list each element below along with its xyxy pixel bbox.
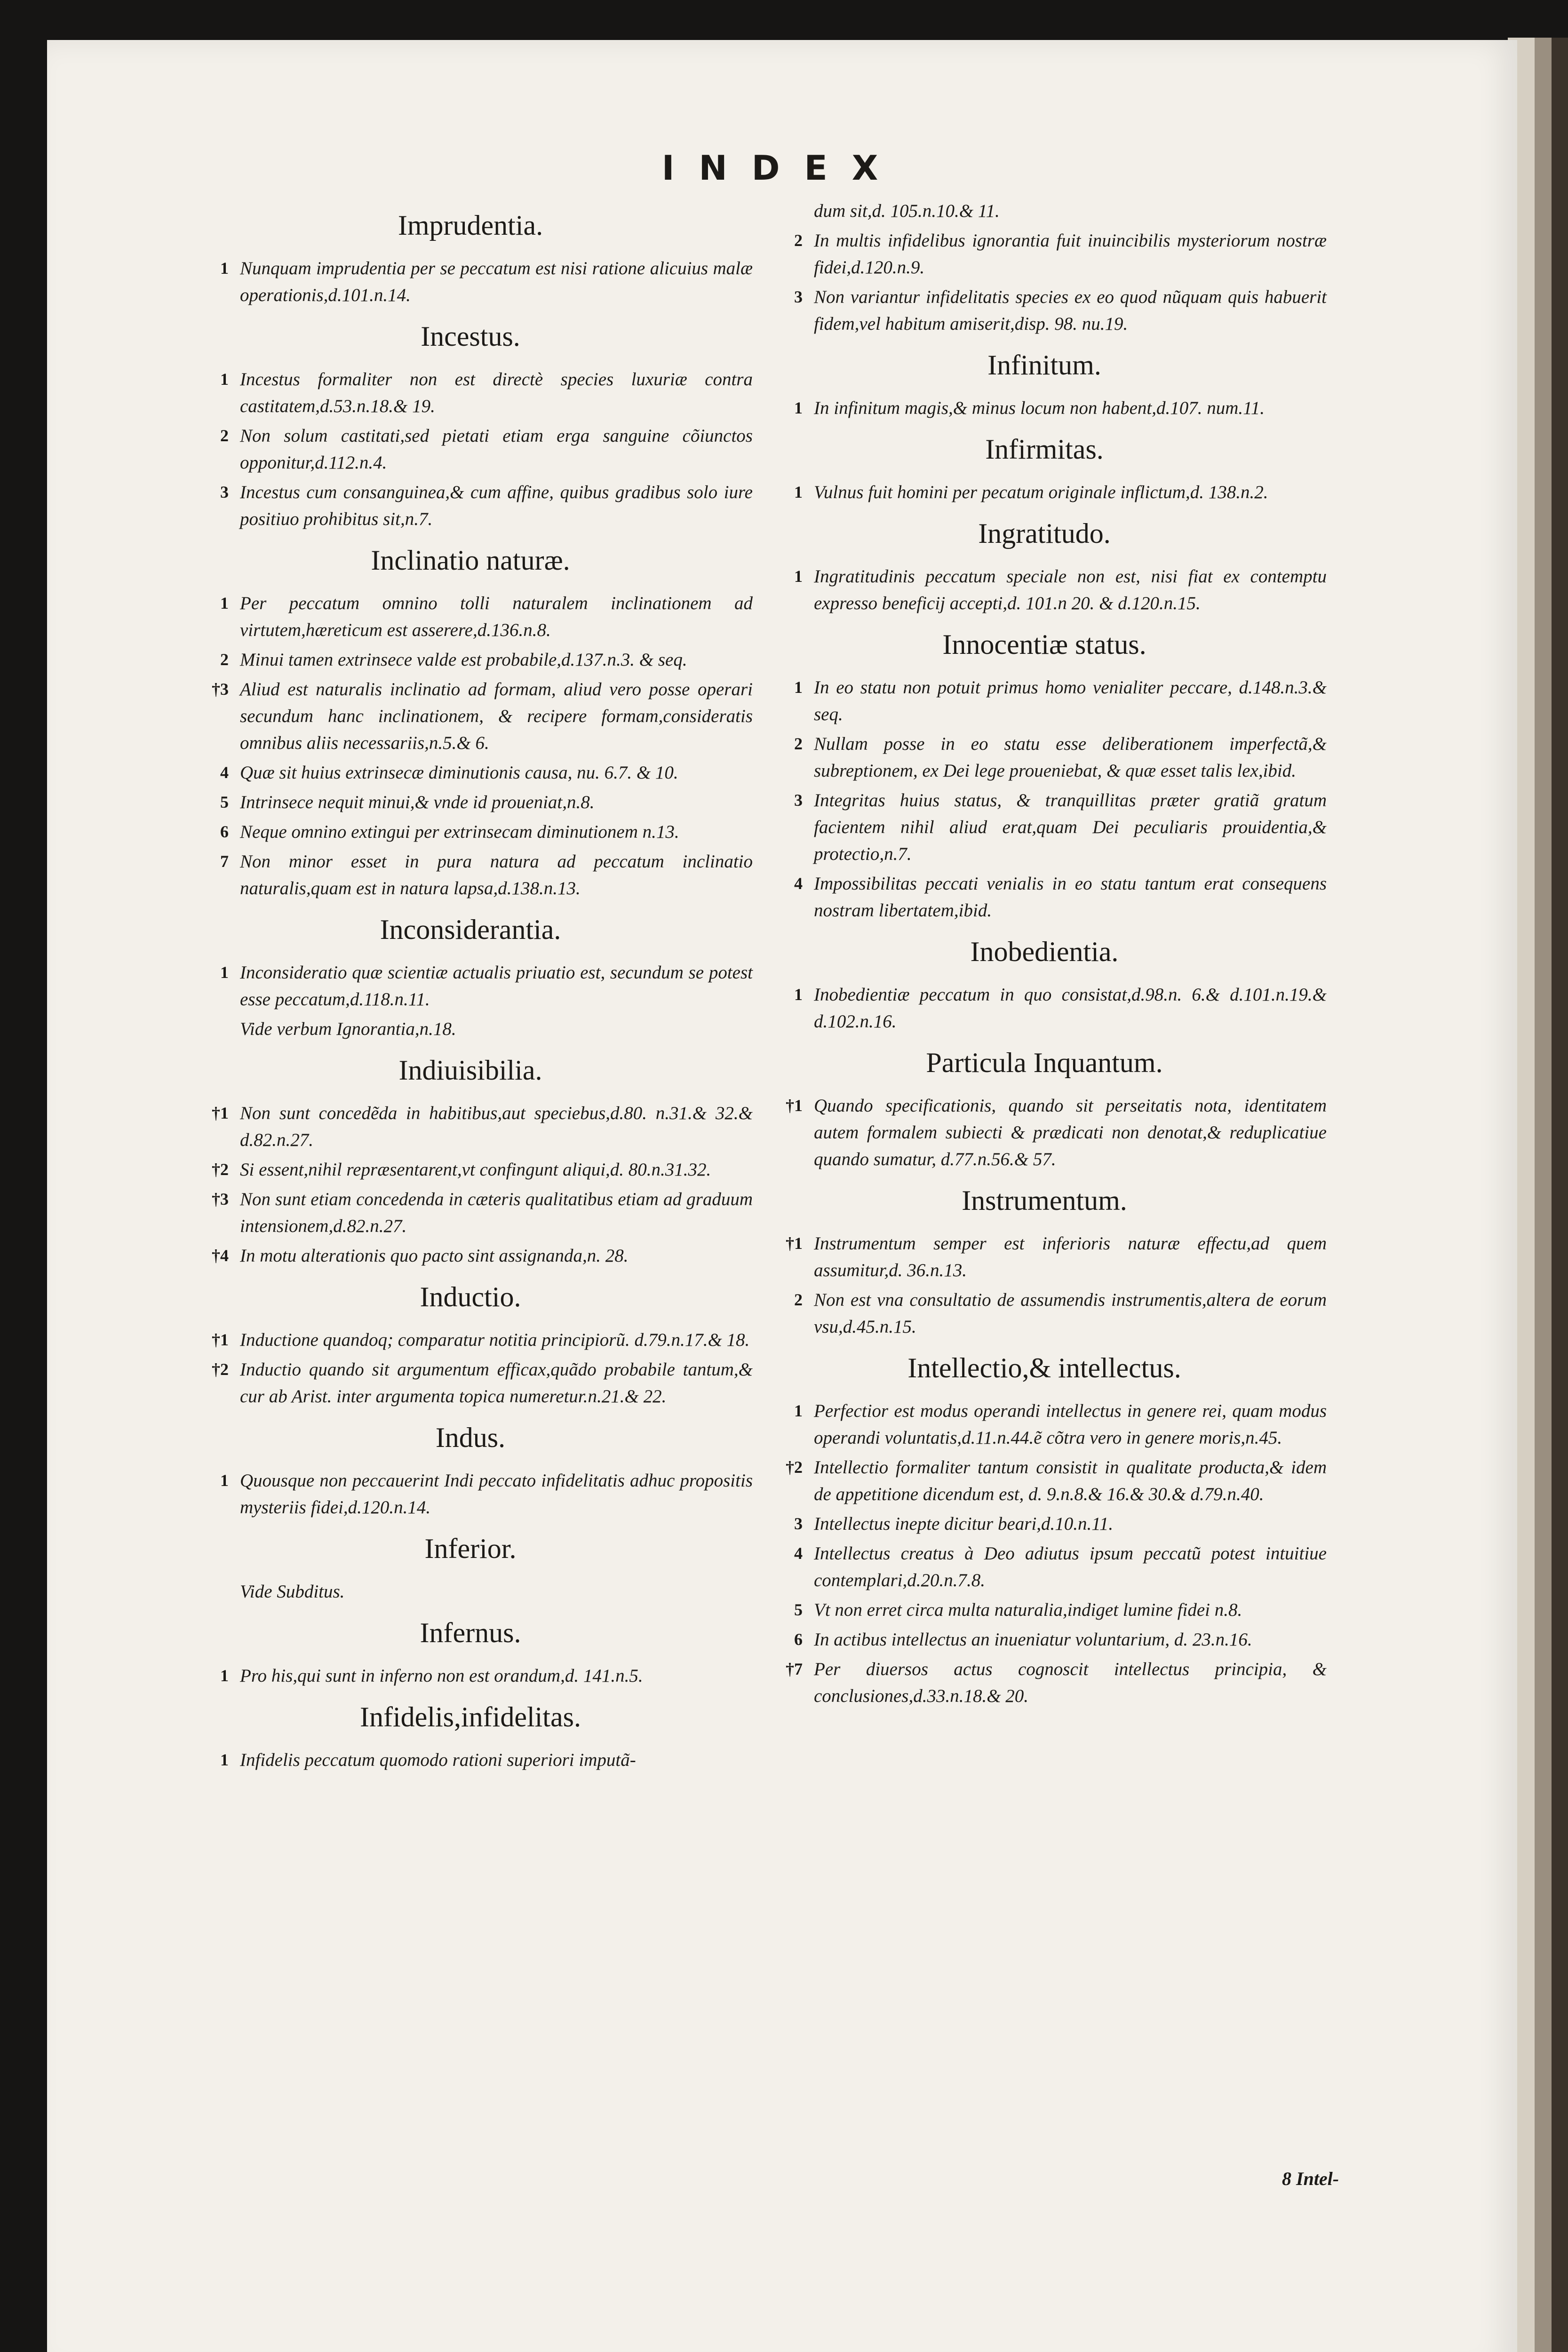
entry-text: Non sunt concedẽda in habitibus,aut speciebus,d.80. n.31.& 32.& d.82.n.27. <box>240 1103 753 1150</box>
index-entry <box>762 1597 1327 1623</box>
entry-text: Inductione quandoq; comparatur notitia principiorũ. d.79.n.17.& 18. <box>240 1330 750 1350</box>
entry-number: 4 <box>220 763 229 782</box>
index-entry <box>762 731 1327 784</box>
entry-text: In eo statu non potuit primus homo venialiter peccare, d.148.n.3.& seq. <box>814 677 1327 724</box>
running-header: INDEX <box>661 148 903 188</box>
index-entry <box>762 563 1327 617</box>
entry-number: 2 <box>220 426 229 445</box>
entry-text: Vide Subditus. <box>240 1581 345 1602</box>
entry-text: Intellectio formaliter tantum consistit in qualitate producta,& idem de appetitione dicendum est, d. 9.n.8.& 16.& 30.& d.79.n.40. <box>814 1457 1327 1504</box>
entry-number: †2 <box>212 1160 229 1179</box>
entry-text: In motu alterationis quo pacto sint assignanda,n. 28. <box>240 1246 629 1266</box>
entry-number: 1 <box>220 259 229 278</box>
entry-number: 3 <box>220 483 229 501</box>
index-entry <box>188 1327 753 1353</box>
entry-text: In actibus intellectus an inueniatur voluntarium, d. 23.n.16. <box>814 1629 1252 1650</box>
entry-text: Inductio quando sit argumentum efficax,quãdo probabile tantum,& cur ab Arist. inter argumenta topica numeretur.n.21.& 22. <box>240 1359 753 1406</box>
index-entry <box>762 1626 1327 1653</box>
entry-text: Inconsideratio quæ scientiæ actualis priuatio est, secundum se potest esse peccatum,d.118.n.11. <box>240 962 753 1009</box>
entry-number: 5 <box>220 793 229 811</box>
entry-number: 6 <box>794 1630 803 1649</box>
index-entry <box>762 1398 1327 1451</box>
catchword: 8 Intel- <box>1282 2168 1339 2189</box>
entry-number: †2 <box>212 1360 229 1379</box>
entry-number: 1 <box>794 483 803 501</box>
entry-text: Non minor esset in pura natura ad peccatum inclinatio naturalis,quam est in natura lapsa,d.138.n.13. <box>240 851 753 898</box>
entry-number: 2 <box>794 734 803 753</box>
entry-number: 1 <box>220 963 229 982</box>
entry-text: Ingratitudinis peccatum speciale non est, nisi fiat ex contemptu expresso beneficij accepti,d. 101.n 20. & d.120.n.15. <box>814 566 1327 613</box>
index-entry <box>188 1016 753 1042</box>
index-entry <box>188 646 753 673</box>
entry-number: †3 <box>212 1190 229 1208</box>
index-heading: Inclinatio naturæ. <box>371 545 570 576</box>
entry-text: Incestus cum consanguinea,& cum affine, quibus gradibus solo iure positiuo prohibitus sit,n.7. <box>240 482 753 529</box>
entry-text: Vide verbum Ignorantia,n.18. <box>240 1019 456 1039</box>
left-column <box>188 198 753 1776</box>
entry-number: †3 <box>212 680 229 699</box>
entry-number: 6 <box>220 822 229 841</box>
entry-text: Per peccatum omnino tolli naturalem inclinationem ad virtutem,hæreticum est asserere,d.136.n.8. <box>240 593 753 640</box>
page-stack-edge <box>1535 38 1552 2352</box>
index-entry <box>762 981 1327 1035</box>
index-entry <box>188 255 753 309</box>
entry-text: Intellectus creatus à Deo adiutus ipsum peccatũ potest intuitiue contemplari,d.20.n.7.8. <box>814 1543 1327 1590</box>
entry-text: dum sit,d. 105.n.10.& 11. <box>814 201 1000 221</box>
right-column <box>762 198 1327 1712</box>
entry-number: 1 <box>794 398 803 417</box>
index-heading: Infinitum. <box>987 350 1101 381</box>
entry-number: †1 <box>786 1234 803 1253</box>
index-entry <box>762 1454 1327 1508</box>
index-entry <box>188 848 753 902</box>
index-entry <box>188 1156 753 1183</box>
index-entry <box>188 789 753 816</box>
entry-text: Inobedientiæ peccatum in quo consistat,d.98.n. 6.& d.101.n.19.& d.102.n.16. <box>814 985 1327 1032</box>
index-heading: Innocentiæ status. <box>942 629 1146 660</box>
entry-text: Incestus formaliter non est directè species luxuriæ contra castitatem,d.53.n.18.& 19. <box>240 369 753 416</box>
entry-number: 5 <box>794 1600 803 1619</box>
index-entry <box>188 1100 753 1153</box>
index-entry <box>762 284 1327 337</box>
index-entry <box>188 1242 753 1269</box>
index-heading: Inductio. <box>420 1281 521 1312</box>
index-entry <box>188 759 753 786</box>
entry-text: Impossibilitas peccati venialis in eo statu tantum erat consequens nostram libertatem,ibid. <box>814 874 1327 921</box>
entry-number: 3 <box>794 791 803 810</box>
index-heading: Inconsiderantia. <box>380 914 561 945</box>
entry-text: Instrumentum semper est inferioris naturæ effectu,ad quem assumitur,d. 36.n.13. <box>814 1233 1327 1280</box>
index-heading: Indus. <box>435 1422 506 1453</box>
index-heading: Imprudentia. <box>398 210 543 241</box>
index-entry <box>188 1662 753 1689</box>
entry-text: Quando specificationis, quando sit perseitatis nota, identitatem autem formalem subiecti & prædicati non denotat,& reduplicatiue quando sumatur, d.77.n.56.& 57. <box>814 1096 1327 1169</box>
index-entry <box>188 590 753 644</box>
index-entry <box>762 1656 1327 1709</box>
book-cover-edge <box>1552 38 1568 2352</box>
index-heading: Indiuisibilia. <box>398 1055 542 1086</box>
index-heading: Infidelis,infidelitas. <box>360 1701 581 1732</box>
entry-text: Non variantur infidelitatis species ex eo quod nũquam quis habuerit fidem,vel habitum amiserit,disp. 98. nu.19. <box>814 287 1327 334</box>
index-entry <box>762 1092 1327 1173</box>
index-entry <box>762 674 1327 728</box>
entry-number: 1 <box>794 985 803 1004</box>
entry-number: 2 <box>794 231 803 250</box>
entry-number: 2 <box>220 650 229 669</box>
entry-text: Per diuersos actus cognoscit intellectus principia, & conclusiones,d.33.n.18.& 20. <box>814 1659 1327 1706</box>
entry-number: 1 <box>220 1471 229 1490</box>
index-heading: Intellectio,& intellectus. <box>907 1352 1181 1383</box>
index-entry <box>762 1230 1327 1284</box>
index-heading: Infirmitas. <box>985 434 1104 465</box>
index-entry <box>188 422 753 476</box>
entry-text: Vt non erret circa multa naturalia,indiget lumine fidei n.8. <box>814 1600 1242 1620</box>
index-entry <box>762 1287 1327 1340</box>
index-entry <box>188 1747 753 1773</box>
entry-number: 1 <box>220 1666 229 1685</box>
entry-number: 4 <box>794 874 803 893</box>
entry-text: In multis infidelibus ignorantia fuit inuincibilis mysteriorum nostræ fidei,d.120.n.9. <box>814 230 1327 278</box>
entry-number: 3 <box>794 287 803 306</box>
index-entry <box>188 366 753 420</box>
index-heading: Instrumentum. <box>962 1185 1127 1216</box>
entry-number: 3 <box>794 1514 803 1533</box>
index-entry <box>762 1540 1327 1594</box>
index-entry <box>762 870 1327 924</box>
index-heading: Inobedientia. <box>970 936 1119 967</box>
index-entry <box>188 959 753 1013</box>
entry-text: Non sunt etiam concedenda in cæteris qualitatibus etiam ad graduum intensionem,d.82.n.27. <box>240 1189 753 1236</box>
index-heading: Ingratitudo. <box>978 518 1111 549</box>
entry-text: Quousque non peccauerint Indi peccato infidelitatis adhuc propositis mysteriis fidei,d.120.n.14. <box>240 1470 753 1518</box>
entry-text: Intrinsece nequit minui,& vnde id proueniat,n.8. <box>240 792 595 812</box>
index-entry <box>762 198 1327 224</box>
index-heading: Particula Inquantum. <box>926 1047 1163 1078</box>
entry-number: †1 <box>212 1104 229 1122</box>
index-entry <box>188 676 753 756</box>
entry-text: Integritas huius status, & tranquillitas præter gratiã gratum facientem nihil aliud erat,quam Dei peculiaris prouidentia,& protectio,n.7. <box>814 790 1327 864</box>
entry-text: Pro his,qui sunt in inferno non est orandum,d. 141.n.5. <box>240 1666 643 1686</box>
entry-text: Nullam posse in eo statu esse deliberationem imperfectã,& subreptionem, ex Dei lege proueniebat, & quæ esset talis lex,ibid. <box>814 734 1327 781</box>
entry-text: Perfectior est modus operandi intellectus in genere rei, quam modus operandi voluntatis,d.11.n.44.ẽ cõtra vero in genere moris,n.45. <box>814 1401 1327 1448</box>
index-entry <box>762 787 1327 867</box>
entry-text: In infinitum magis,& minus locum non habent,d.107. num.11. <box>814 398 1265 418</box>
index-entry <box>188 1578 753 1605</box>
entry-text: Nunquam imprudentia per se peccatum est nisi ratione alicuius malæ operationis,d.101.n.14. <box>240 258 753 305</box>
entry-number: †1 <box>212 1330 229 1349</box>
index-entry <box>762 1510 1327 1537</box>
index-heading: Infernus. <box>420 1617 521 1648</box>
entry-number: †2 <box>786 1458 803 1477</box>
entry-text: Vulnus fuit homini per pecatum originale inflictum,d. 138.n.2. <box>814 482 1268 502</box>
entry-text: Neque omnino extingui per extrinsecam diminutionem n.13. <box>240 822 679 842</box>
entry-number: 1 <box>220 1750 229 1769</box>
entry-number: 2 <box>794 1290 803 1309</box>
entry-number: †7 <box>786 1660 803 1678</box>
index-entry <box>762 227 1327 281</box>
entry-number: †1 <box>786 1096 803 1115</box>
entry-text: Intellectus inepte dicitur beari,d.10.n.11. <box>814 1514 1114 1534</box>
entry-text: Non est vna consultatio de assumendis instrumentis,altera de eorum vsu,d.45.n.15. <box>814 1290 1327 1337</box>
entry-number: 1 <box>220 370 229 389</box>
index-heading: Inferior. <box>424 1533 517 1564</box>
entry-number: 1 <box>794 1401 803 1420</box>
entry-text: Minui tamen extrinsece valde est probabile,d.137.n.3. & seq. <box>240 650 687 670</box>
index-entry <box>188 479 753 532</box>
index-entry <box>762 479 1327 506</box>
entry-text: Non solum castitati,sed pietati etiam erga sanguine cõiunctos opponitur,d.112.n.4. <box>240 426 753 473</box>
index-entry <box>188 818 753 845</box>
entry-text: Si essent,nihil repræsentarent,vt confingunt aliqui,d. 80.n.31.32. <box>240 1160 711 1180</box>
index-entry <box>762 395 1327 421</box>
entry-number: 4 <box>794 1544 803 1563</box>
index-entry <box>188 1356 753 1410</box>
entry-number: †4 <box>212 1246 229 1265</box>
entry-number: 1 <box>794 567 803 586</box>
index-heading: Incestus. <box>421 321 520 352</box>
entry-number: 1 <box>220 594 229 612</box>
index-entry <box>188 1467 753 1521</box>
entry-text: Quæ sit huius extrinsecæ diminutionis causa, nu. 6.7. & 10. <box>240 763 678 783</box>
index-entry <box>188 1186 753 1240</box>
entry-text: Infidelis peccatum quomodo rationi superiori imputã- <box>240 1750 636 1770</box>
entry-text: Aliud est naturalis inclinatio ad formam, aliud vero posse operari secundum hanc inclinationem, & recipere formam,consideratis omnibus aliis necessariis,n.5.& 6. <box>240 679 753 753</box>
entry-number: 7 <box>220 852 229 871</box>
entry-number: 1 <box>794 678 803 697</box>
